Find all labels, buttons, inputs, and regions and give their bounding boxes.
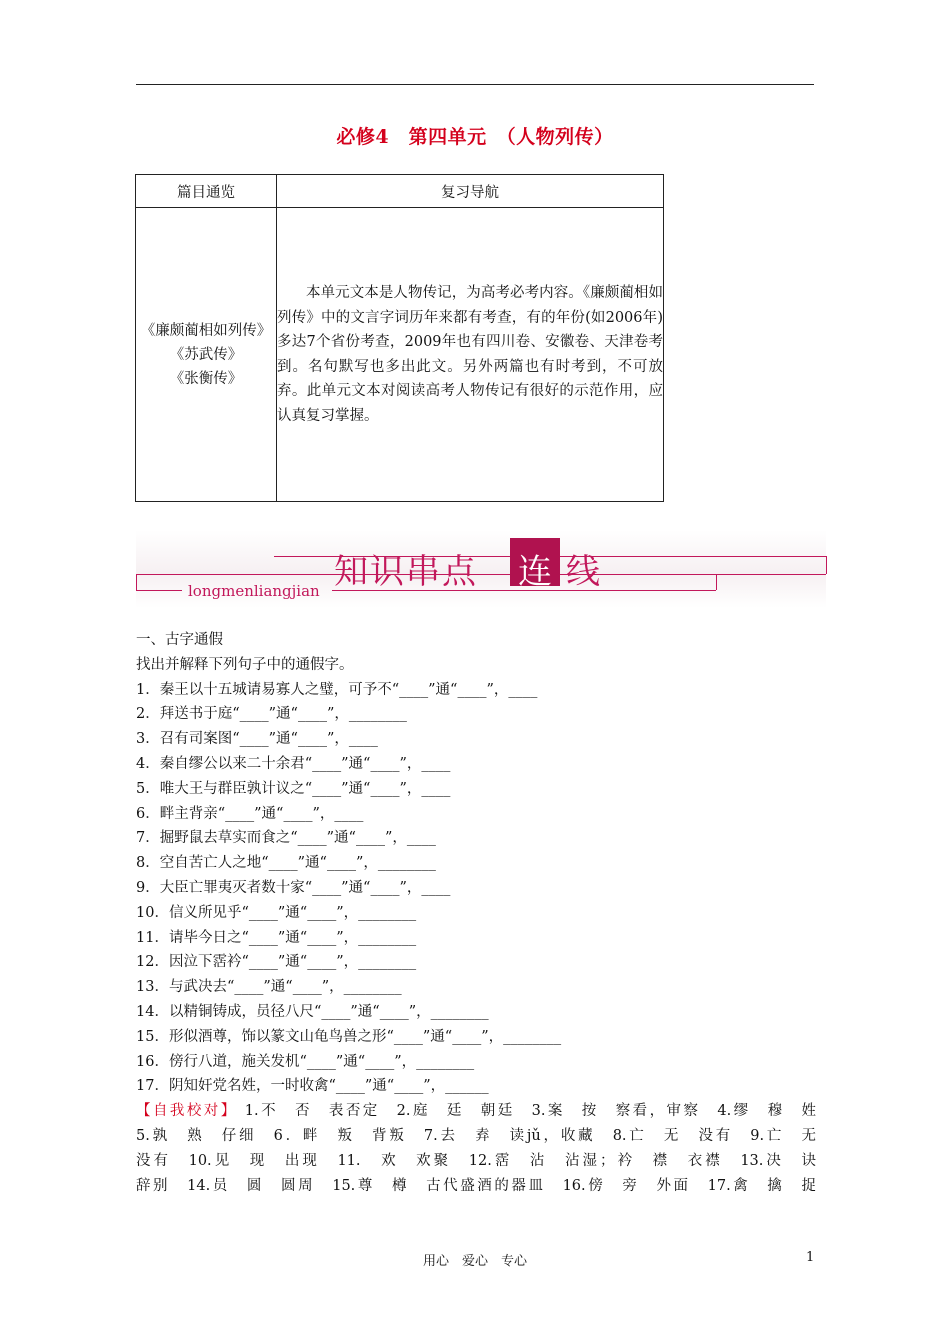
answer-line: 没有 10.见 现 出现 11. 欢 欢聚 12.霑 沾 沾湿；衿 襟 衣襟 13.决 诀 [136,1153,816,1170]
list-item: 7．掘野鼠去草实而食之“____”通“____”，____ [136,830,436,847]
banner-line [136,574,137,590]
section-heading: 一、古字通假 [136,632,223,648]
answer-line: 辞别 14.员 圆 圆周 15.尊 樽 古代盛酒的器皿 16.傍 旁 外面 17.禽 擒 捉 [136,1178,816,1195]
list-item: 11．请毕今日之“____”通“____”，________ [136,929,417,946]
guide-cell [277,208,664,502]
list-item: 4．秦自缪公以来二十余君“____”通“____”，____ [136,755,451,772]
section-banner [136,530,826,608]
table-row [136,208,664,502]
work-title: 《张衡传》 [169,370,243,387]
table-header-row [136,175,664,208]
list-item: 12．因泣下霑衿“____”通“____”，________ [136,954,417,971]
list-item: 2．拜送书于庭“____”通“____”，________ [136,706,407,723]
table-header-guide: 复习导航 [277,175,664,208]
section-instruction: 找出并解释下列句子中的通假字。 [136,656,354,673]
overview-table [135,174,664,502]
list-item: 5．唯大王与群臣孰计议之“____”通“____”，____ [136,780,451,797]
top-rule [136,84,814,85]
works-cell [136,208,277,502]
banner-subtitle: longmenliangjian [188,582,320,600]
list-item: 9．大臣亡罪夷灭者数十家“____”通“____”，____ [136,879,451,896]
banner-line [136,590,182,591]
banner-line [716,574,717,590]
work-title: 《苏武传》 [169,346,243,363]
list-item: 8．空自苦亡人之地“____”通“____”，________ [136,855,436,872]
answer-key [136,1099,816,1199]
list-item: 6．畔主背亲“____”通“____”，____ [136,805,364,822]
work-title: 《廉颇蔺相如列传》 [140,322,272,339]
list-item: 15．形似酒尊，饰以篆文山龟鸟兽之形“____”通“____”，________ [136,1028,562,1045]
list-item: 14．以精铜铸成，员径八尺“____”通“____”，________ [136,1003,489,1020]
page-number: 1 [806,1250,815,1265]
table-header-works: 篇目通览 [136,175,277,208]
list-item: 16．傍行八道，施关发机“____”通“____”，________ [136,1053,475,1070]
exercise-section [136,628,816,1199]
answer-line [136,1099,816,1124]
list-item: 17．阴知奸党名姓，一时收禽“____”通“____”，______ [136,1078,489,1095]
list-item: 10．信义所见乎“____”通“____”，________ [136,904,417,921]
banner-line [136,574,826,575]
banner-line [826,556,827,574]
banner-title-end: 线 [566,552,600,592]
guide-text: 本单元文本是人物传记，为高考必考内容。《廉颇蔺相如列传》中的文言字词历年来都有考查，有的年份(如2006年)多达7个省份考查，2009年也有四川卷、安徽卷、天津卷考到。名句默写也多出此文。另外两篇也有时考到，不可放弃。此单元文本对阅读高考人物传记有很好的示范作用，应认真复习掌握。 [277,285,663,424]
list-item: 13．与武决去“____”通“____”，________ [136,979,402,996]
banner-highlight-char: 连 [518,552,552,592]
list-item: 3．召有司案图“____”通“____”，____ [136,731,378,748]
banner-title: 知识串点 [334,552,478,592]
answer-line: 5.孰 熟 仔细 6．畔 叛 背叛 7.去 弆 读jǔ，收藏 8.亡 无 没有 9.亡 无 [136,1128,816,1145]
page-title: 必修4 第四单元 （人物列传） [336,126,614,148]
answer-label: 【自我校对】 [136,1103,238,1120]
list-item: 1．秦王以十五城请易寡人之璧，可予不“____”通“____”，____ [136,681,538,698]
answer-text: 1.不 否 表否定 2.庭 廷 朝廷 3.案 按 察看，审察 4.缪 穆 姓 [237,1103,817,1120]
footer-text: 用心 爱心 专心 [422,1254,527,1269]
